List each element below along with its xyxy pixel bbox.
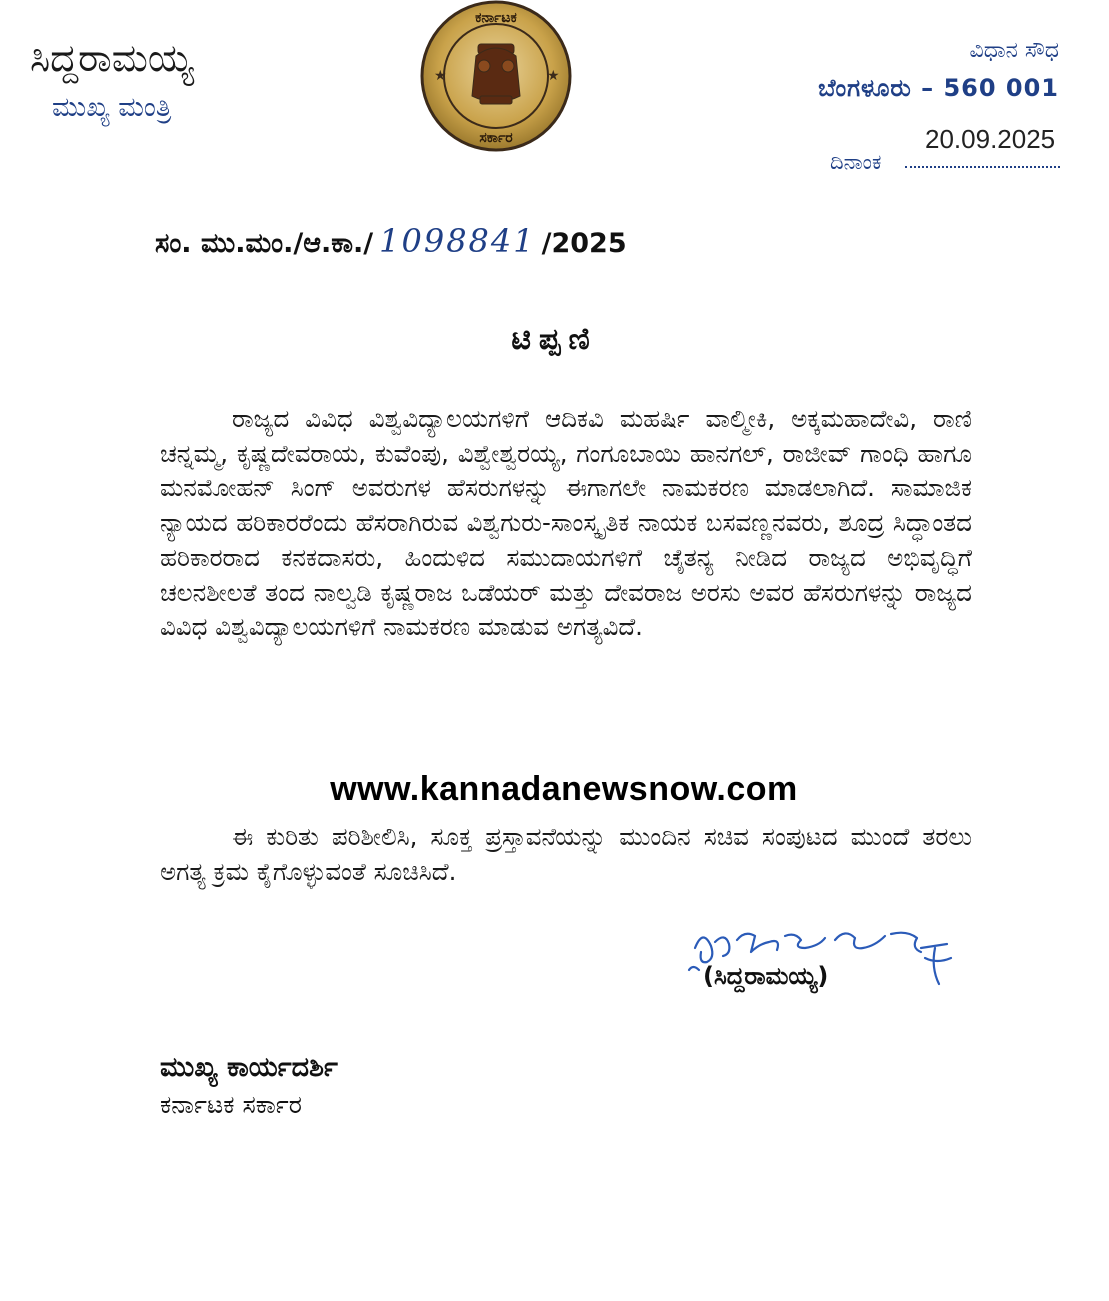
sender-title: ಮುಖ್ಯ ಮಂತ್ರಿ	[52, 92, 172, 123]
date-value: 20.09.2025	[925, 124, 1056, 154]
reference-year: /2025	[541, 228, 627, 259]
body-paragraph-1: ರಾಜ್ಯದ ವಿವಿಧ ವಿಶ್ವವಿದ್ಯಾಲಯಗಳಿಗೆ ಆದಿಕವಿ ಮಹರ್ಷಿ ವಾಲ್ಮೀಕಿ, ಅಕ್ಕಮಹಾದೇವಿ, ರಾಣಿ ಚನ್ನಮ್ಮ, ಕೃಷ್ಣದೇವರಾಯ, ಕುವೆಂಪು, ವಿಶ್ವೇಶ್ವರಯ್ಯ, ಗಂಗೂಬಾಯಿ ಹಾನಗಲ್, ರಾಜೀವ್ ಗಾಂಧಿ ಹಾಗೂ ಮನಮೋಹನ್ ಸಿಂಗ್ ಅವರುಗಳ ಹೆಸರುಗಳನ್ನು ಈಗಾಗಲೇ ನಾಮಕರಣ ಮಾಡಲಾಗಿದೆ. ಸಾಮಾಜಿಕ ನ್ಯಾಯದ ಹರಿಕಾರರೆಂದು ಹೆಸರಾಗಿರುವ ವಿಶ್ವಗುರು-ಸಾಂಸ್ಕೃತಿಕ ನಾಯಕ ಬಸವಣ್ಣನವರು, ಶೂದ್ರ ಸಿದ್ಧಾಂತದ ಹರಿಕಾರರಾದ ಕನಕದಾಸರು, ಹಿಂದುಳಿದ ಸಮುದಾಯಗಳಿಗೆ ಚೈತನ್ಯ ನೀಡಿದ ರಾಜ್ಯದ ಅಭಿವೃದ್ಧಿಗೆ ಚಲನಶೀಲತೆ ತಂದ ನಾಲ್ವಡಿ ಕೃಷ್ಣರಾಜ ಒಡೆಯರ್ ಮತ್ತು ದೇವರಾಜ ಅರಸು ಅವರ ಹೆಸರುಗಳನ್ನು ರಾಜ್ಯದ ವಿವಿಧ ವಿಶ್ವವಿದ್ಯಾಲಯಗಳಿಗೆ ನಾಮಕರಣ ಮಾಡುವ ಅಗತ್ಯವಿದೆ.	[160, 404, 972, 642]
svg-text:★: ★	[434, 68, 447, 84]
addressee-organization: ಕರ್ನಾಟಕ ಸರ್ಕಾರ	[160, 1090, 302, 1119]
karnataka-government-emblem-icon	[416, 0, 576, 160]
reference-handwritten-number: 1098841	[379, 222, 536, 260]
city-pincode: ಬೆಂಗಳೂರು – 560 001	[818, 74, 1059, 102]
reference-number	[155, 222, 627, 260]
reference-prefix: ಸಂ. ಮು.ಮಂ./ಆ.ಕಾ./	[155, 228, 374, 259]
page-title: ಟಿಪ್ಪಣಿ	[511, 322, 598, 357]
svg-text:★: ★	[547, 68, 560, 84]
emblem-bottom-text: ಸರ್ಕಾರ	[479, 130, 513, 146]
sender-name: ಸಿದ್ದರಾಮಯ್ಯ	[30, 36, 194, 80]
date-dotted-line	[905, 166, 1060, 168]
date-label: ದಿನಾಂಕ	[830, 150, 882, 174]
signatory-name: (ಸಿದ್ದರಾಮಯ್ಯ)	[703, 962, 829, 990]
watermark-url: www.kannadanewsnow.com	[330, 770, 798, 808]
emblem-top-text: ಕರ್ನಾಟಕ	[475, 10, 517, 26]
addressee-title: ಮುಖ್ಯ ಕಾರ್ಯದರ್ಶಿ	[160, 1052, 338, 1083]
office-name: ವಿಧಾನ ಸೌಧ	[969, 38, 1059, 63]
body-paragraph-2: ಈ ಕುರಿತು ಪರಿಶೀಲಿಸಿ, ಸೂಕ್ತ ಪ್ರಸ್ತಾವನೆಯನ್ನು ಮುಂದಿನ ಸಚಿವ ಸಂಪುಟದ ಮುಂದೆ ತರಲು ಅಗತ್ಯ ಕ್ರಮ ಕೈಗೊಳ್ಳುವಂತೆ ಸೂಚಿಸಿದೆ.	[160, 822, 972, 886]
